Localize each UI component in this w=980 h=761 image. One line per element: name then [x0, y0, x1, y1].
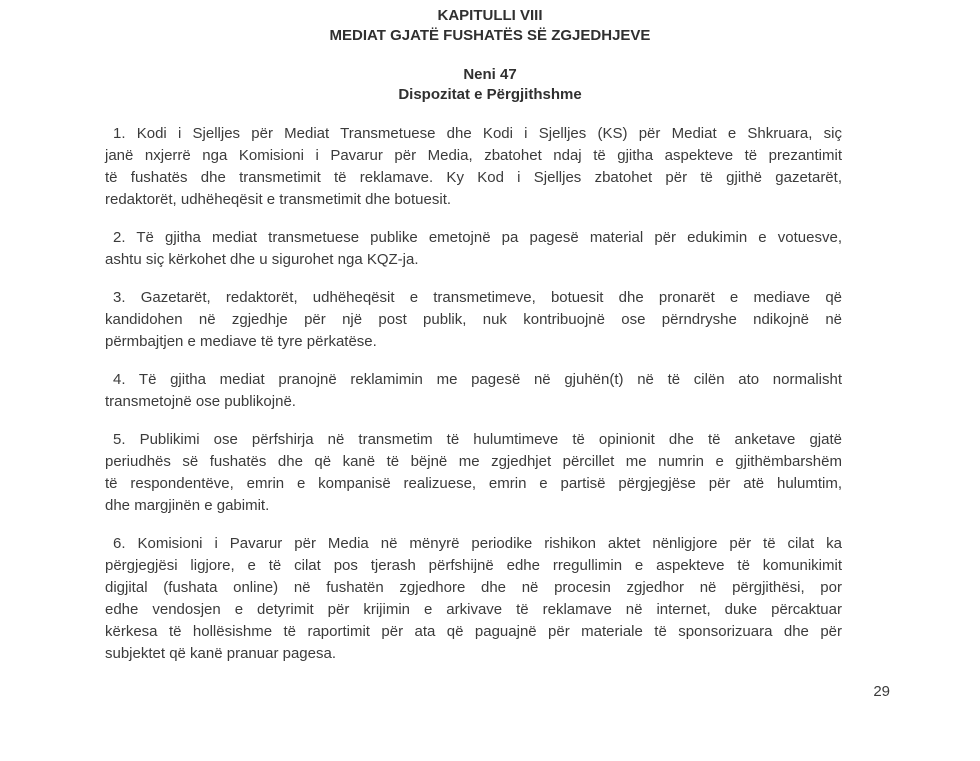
paragraph-5-line-2: periudhës së fushatës dhe që kanë të bëjnë me zgjedhjet përcillet me numrin e gjithëmbarshëm — [105, 453, 842, 470]
article-number: Neni 47 — [463, 66, 517, 83]
paragraph-6 — [105, 533, 842, 665]
paragraph-1-line-3: të fushatës dhe transmetimit të reklamave. Ky Kod i Sjelljes zbatohet për të gjithë gazetarët, — [105, 169, 842, 186]
paragraph-1-line-2: janë nxjerrë nga Komisioni i Pavarur për Media, zbatohet ndaj të gjitha aspekteve të prezantimit — [105, 147, 842, 164]
paragraph-3-line-2: kandidohen në zgjedhje për një post publik, nuk kontribuojnë ose përndryshe ndikojnë në — [105, 311, 842, 328]
paragraph-6-line-4: edhe vendosjen e detyrimit për krijimin e arkivave të reklamave në internet, duke përcaktuar — [105, 601, 842, 618]
paragraph-5-line-3: të respondentëve, emrin e kompanisë realizuese, emrin e partisë përgjegjëse për atë hulumtim, — [105, 475, 842, 492]
paragraph-1-line-1: 1. Kodi i Sjelljes për Mediat Transmetuese dhe Kodi i Sjelljes (KS) për Mediat e Shkruara, siç — [113, 125, 842, 142]
paragraph-6-line-3: digjital (fushata online) në fushatën zgjedhore dhe në procesin zgjedhor në përgjithësi, por — [105, 579, 842, 596]
paragraph-3-line-1: 3. Gazetarët, redaktorët, udhëheqësit e transmetimeve, botuesit dhe pronarët e mediave që — [113, 289, 842, 306]
paragraph-4-line-2: transmetojnë ose publikojnë. — [105, 393, 296, 410]
paragraph-6-line-6: subjektet që kanë pranuar pagesa. — [105, 645, 336, 662]
paragraph-5 — [105, 429, 842, 517]
paragraph-6-line-2: përgjegjësi ligjore, e të cilat pos tjerash përfshijnë edhe rregullimin e aspekteve të komunikimit — [105, 557, 842, 574]
chapter-label: KAPITULLI VIII — [437, 7, 543, 24]
paragraph-4 — [105, 369, 842, 413]
paragraph-3-line-3: përmbajtjen e mediave të tyre përkatëse. — [105, 333, 377, 350]
article-heading — [0, 65, 980, 105]
paragraph-1-line-4: redaktorët, udhëheqësit e transmetimit dhe botuesit. — [105, 191, 452, 208]
paragraph-2 — [105, 227, 842, 271]
article-body — [105, 123, 842, 665]
paragraph-5-line-4: dhe margjinën e gabimit. — [105, 497, 270, 514]
paragraph-2-line-2: ashtu siç kërkohet dhe u sigurohet nga KQZ-ja. — [105, 251, 419, 268]
article-title: Dispozitat e Përgjithshme — [398, 86, 582, 103]
paragraph-3 — [105, 287, 842, 353]
paragraph-4-line-1: 4. Të gjitha mediat pranojnë reklamimin me pagesë në gjuhën(t) në të cilën ato normalisht — [113, 371, 842, 388]
chapter-heading — [0, 6, 980, 46]
paragraph-6-line-5: kërkesa të hollësishme të raportimit për ata që paguajnë për materiale të sponsorizuara dhe për — [105, 623, 842, 640]
chapter-title: MEDIAT GJATË FUSHATËS SË ZGJEDHJEVE — [329, 27, 651, 44]
paragraph-2-line-1: 2. Të gjitha mediat transmetuese publike emetojnë pa pagesë material për edukimin e votuesve, — [113, 229, 842, 246]
paragraph-1 — [105, 123, 842, 211]
page-number: 29 — [873, 683, 890, 700]
paragraph-5-line-1: 5. Publikimi ose përfshirja në transmetim të hulumtimeve të opinionit dhe të anketave gjatë — [113, 431, 842, 448]
paragraph-6-line-1: 6. Komisioni i Pavarur për Media në mënyrë periodike rishikon aktet nënligjore për të cilat ka — [113, 535, 842, 552]
